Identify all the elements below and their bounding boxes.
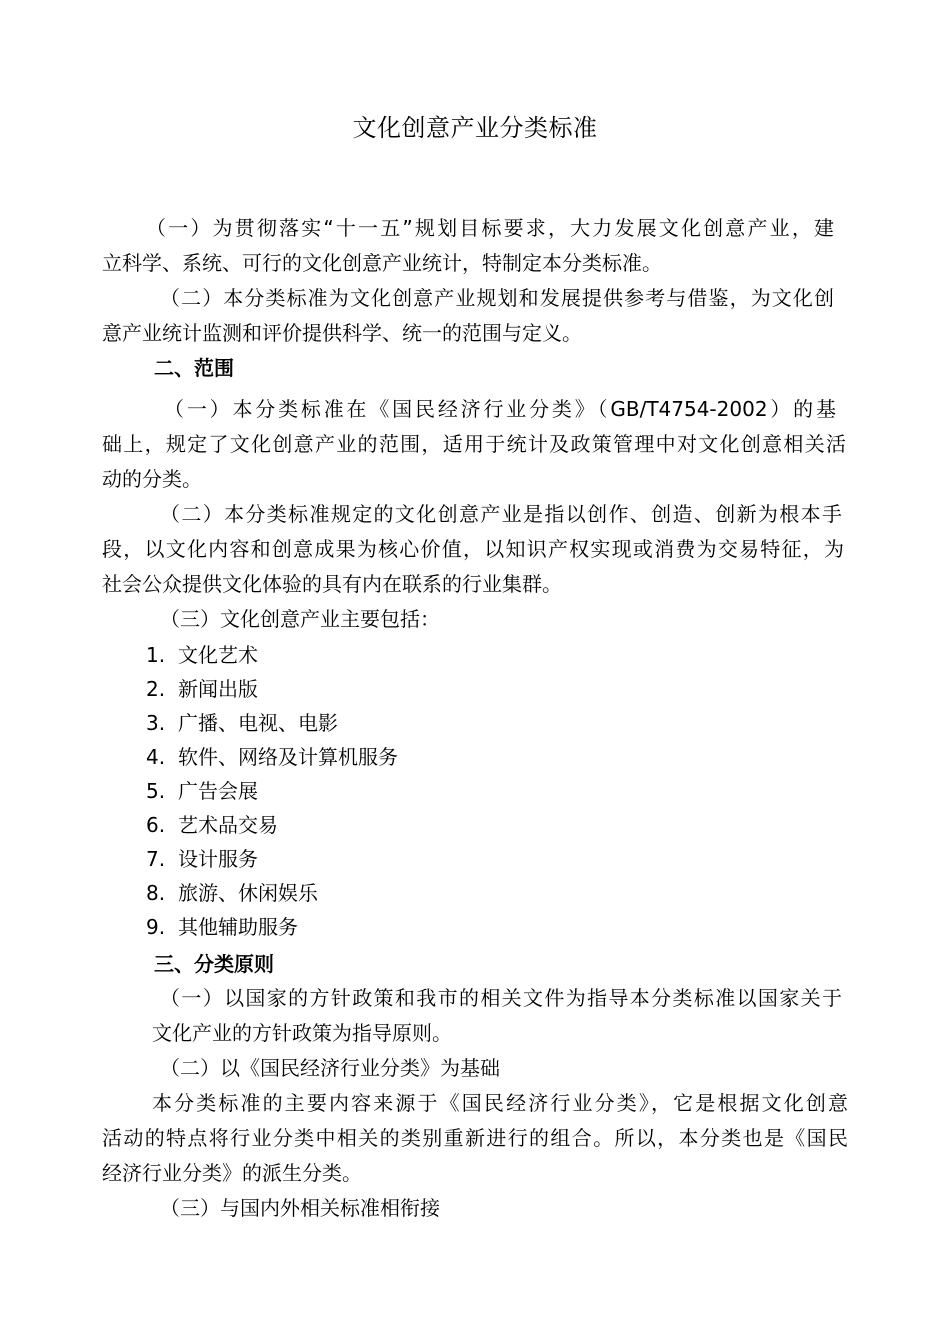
s2-p2-line1: （二）本分类标准规定的文化创意产业是指以创作、创造、创新为根本手 [160,502,842,526]
s2-p2-line2: 段，以文化内容和创意成果为核心价值，以知识产权实现或消费为交易特征，为 [102,537,844,561]
s2-p3: （三）文化创意产业主要包括： [160,607,440,631]
s3-p2: （二）以《国民经济行业分类》为基础 [160,1056,500,1080]
s3-p4: （三）与国内外相关标准相衔接 [160,1196,440,1220]
list-item [146,743,398,771]
list-item-number: 5. [146,779,166,803]
list-item-number: 1. [146,643,166,667]
document-title: 文化创意产业分类标准 [352,114,598,142]
s3-p3-line1: 本分类标准的主要内容来源于《国民经济行业分类》，它是根据文化创意 [152,1091,848,1115]
s3-p1-line2: 文化产业的方针政策为指导原则。 [152,1021,452,1045]
s1-p2-line1: （二）本分类标准为文化创意产业规划和发展提供参考与借鉴，为文化创 [160,286,834,310]
s1-p1-line2: 立科学、系统、可行的文化创意产业统计，特制定本分类标准。 [102,251,662,275]
section2-heading: 二、范围 [154,356,234,380]
list-item [146,777,258,805]
list-item-number: 6. [146,813,166,837]
list-item-number: 2. [146,677,166,701]
list-item-text: 艺术品交易 [178,813,278,837]
list-item-number: 3. [146,711,166,735]
list-item [146,845,258,873]
s1-p2-line2: 意产业统计监测和评价提供科学、统一的范围与定义。 [102,321,582,345]
list-item [146,913,298,941]
list-item-text: 新闻出版 [178,677,258,701]
section3-heading: 三、分类原则 [154,952,274,976]
list-item [146,879,318,907]
s3-p3-line3: 经济行业分类》的派生分类。 [102,1161,362,1185]
list-item [146,811,278,839]
list-item [146,709,338,737]
list-item-number: 8. [146,881,166,905]
list-item-text: 文化艺术 [178,643,258,667]
list-item [146,641,258,669]
list-item-text: 广告会展 [178,779,258,803]
list-item-text: 软件、网络及计算机服务 [178,745,398,769]
s2-p2-line3: 社会公众提供文化体验的具有内在联系的行业集群。 [102,572,562,596]
s3-p1-line1: （一）以国家的方针政策和我市的相关文件为指导本分类标准以国家关于 [160,986,842,1010]
list-item-text: 旅游、休闲娱乐 [178,881,318,905]
list-item-number: 7. [146,847,166,871]
s2-p1-line3: 动的分类。 [102,467,202,491]
list-item-text: 设计服务 [178,847,258,871]
list-item-text: 其他辅助服务 [178,915,298,939]
list-item [146,675,258,703]
s3-p3-line2: 活动的特点将行业分类中相关的类别重新进行的组合。所以，本分类也是《国民 [102,1126,848,1150]
list-item-number: 9. [146,915,166,939]
list-item-number: 4. [146,745,166,769]
list-item-text: 广播、电视、电影 [178,711,338,735]
s2-p1-line2: 础上，规定了文化创意产业的范围，适用于统计及政策管理中对文化创意相关活 [102,432,846,456]
s2-p1-line1: （一）本分类标准在《国民经济行业分类》（GB/T4754-2002）的基 [164,397,836,421]
s1-p1-line1: （一）为贯彻落实“十一五”规划目标要求，大力发展文化创意产业，建 [146,216,834,240]
